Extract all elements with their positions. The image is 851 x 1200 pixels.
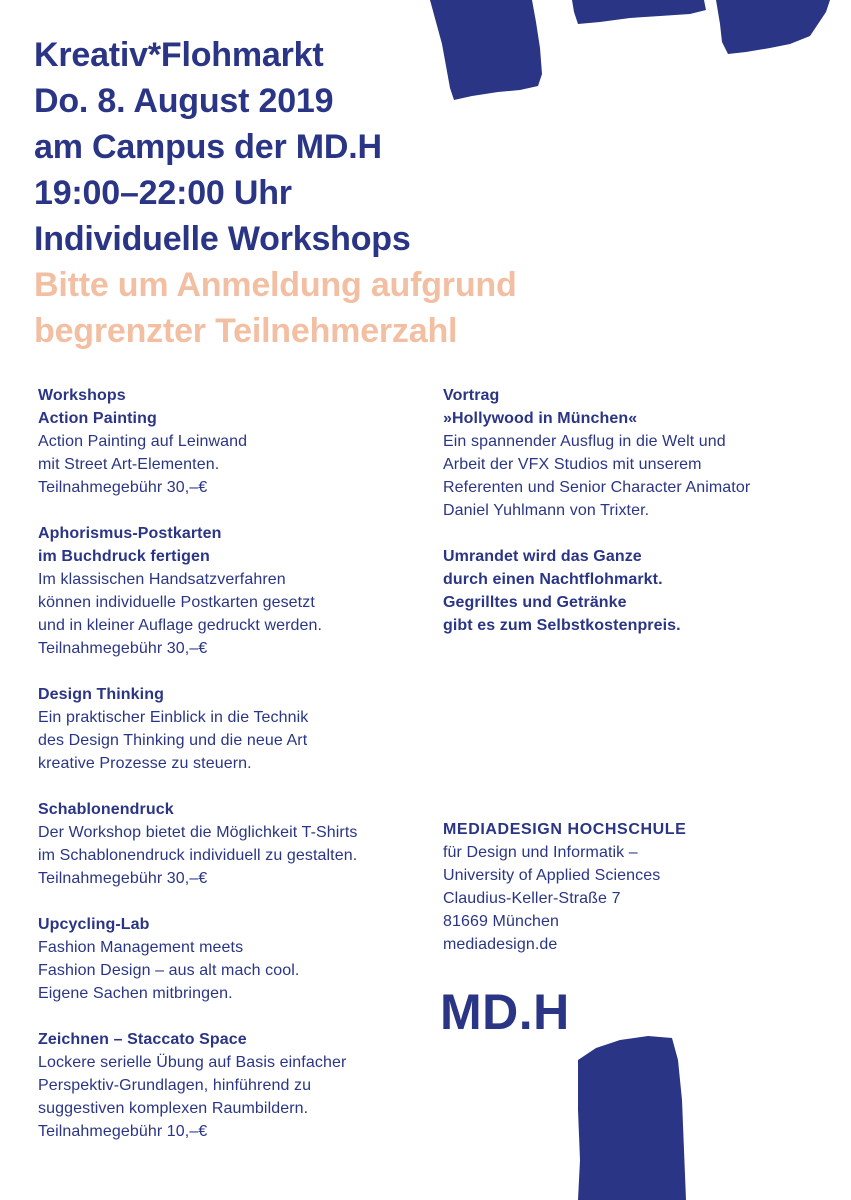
workshop-fee: Teilnahmegebühr 30,–€ <box>38 640 208 657</box>
workshop-title: Schablonendruck <box>38 801 174 818</box>
flea-market-note <box>443 545 843 637</box>
workshop-description: Der Workshop bietet die Möglichkeit T-Shirts <box>38 824 358 841</box>
workshop-schablonendruck <box>38 798 428 890</box>
talk-column <box>443 384 843 660</box>
workshop-aphorismus-postkarten <box>38 522 428 660</box>
institution-subtitle: für Design und Informatik – <box>443 844 638 861</box>
workshop-fee: Teilnahmegebühr 10,–€ <box>38 1123 208 1140</box>
headline <box>34 32 517 354</box>
workshop-fee: Teilnahmegebühr 30,–€ <box>38 479 208 496</box>
talk-description: Daniel Yuhlmann von Trixter. <box>443 502 650 519</box>
workshop-upcycling-lab <box>38 913 428 1005</box>
flea-market-text: gibt es zum Selbstkostenpreis. <box>443 617 681 634</box>
institution-subtitle: University of Applied Sciences <box>443 867 661 884</box>
workshop-description: Eigene Sachen mitbringen. <box>38 985 233 1002</box>
workshop-design-thinking <box>38 683 428 775</box>
workshop-description: des Design Thinking und die neue Art <box>38 732 308 749</box>
workshop-action-painting <box>38 407 428 499</box>
institution-name: MEDIADESIGN HOCHSCHULE <box>443 821 687 838</box>
workshop-title: im Buchdruck fertigen <box>38 548 210 565</box>
headline-location: am Campus der MD.H <box>34 128 382 166</box>
talk-description: Arbeit der VFX Studios mit unserem <box>443 456 702 473</box>
flea-market-text: Gegrilltes und Getränke <box>443 594 627 611</box>
institution-city: 81669 München <box>443 913 560 930</box>
workshop-description: Action Painting auf Leinwand <box>38 433 248 450</box>
workshop-title: Upcycling-Lab <box>38 916 150 933</box>
workshop-description: Fashion Management meets <box>38 939 244 956</box>
workshop-description: Fashion Design – aus alt mach cool. <box>38 962 300 979</box>
flea-market-text: durch einen Nachtflohmarkt. <box>443 571 663 588</box>
workshop-description: Perspektiv-Grundlagen, hinführend zu <box>38 1077 312 1094</box>
brush-stroke-top-right <box>716 0 830 54</box>
brush-stroke-top-middle <box>572 0 706 24</box>
institution-website: mediadesign.de <box>443 936 558 953</box>
workshop-title: Action Painting <box>38 410 157 427</box>
workshop-title: Aphorismus-Postkarten <box>38 525 222 542</box>
talk-block <box>443 384 843 522</box>
headline-event-title: Kreativ*Flohmarkt <box>34 36 324 74</box>
brush-stroke-bottom-right <box>578 1036 686 1200</box>
registration-note-line-2: begrenzter Teilnehmerzahl <box>34 312 458 350</box>
workshops-heading: Workshops <box>38 387 126 404</box>
workshop-description: können individuelle Postkarten gesetzt <box>38 594 315 611</box>
workshop-description: mit Street Art-Elementen. <box>38 456 220 473</box>
institution-street: Claudius-Keller-Straße 7 <box>443 890 621 907</box>
workshop-description: Ein praktischer Einblick in die Technik <box>38 709 309 726</box>
workshop-fee: Teilnahmegebühr 30,–€ <box>38 870 208 887</box>
workshop-description: Lockere serielle Übung auf Basis einfacher <box>38 1054 347 1071</box>
workshop-zeichnen-staccato-space <box>38 1028 428 1143</box>
headline-time: 19:00–22:00 Uhr <box>34 174 292 212</box>
workshops-column <box>38 384 428 1166</box>
workshop-title: Zeichnen – Staccato Space <box>38 1031 247 1048</box>
workshop-title: Design Thinking <box>38 686 164 703</box>
talk-description: Ein spannender Ausflug in die Welt und <box>443 433 726 450</box>
talk-description: Referenten und Senior Character Animator <box>443 479 751 496</box>
workshop-description: Im klassischen Handsatzverfahren <box>38 571 286 588</box>
talk-title: »Hollywood in München« <box>443 410 638 427</box>
workshop-description: und in kleiner Auflage gedruckt werden. <box>38 617 323 634</box>
headline-date: Do. 8. August 2019 <box>34 82 334 120</box>
institution-address <box>443 818 686 956</box>
headline-subtitle: Individuelle Workshops <box>34 220 411 258</box>
workshop-description: im Schablonendruck individuell zu gestalten. <box>38 847 358 864</box>
flea-market-text: Umrandet wird das Ganze <box>443 548 642 565</box>
workshop-description: kreative Prozesse zu steuern. <box>38 755 252 772</box>
registration-note-line-1: Bitte um Anmeldung aufgrund <box>34 266 517 304</box>
mdh-logo: MD.H <box>440 984 570 1040</box>
talk-heading: Vortrag <box>443 387 500 404</box>
workshop-description: suggestiven komplexen Raumbildern. <box>38 1100 309 1117</box>
